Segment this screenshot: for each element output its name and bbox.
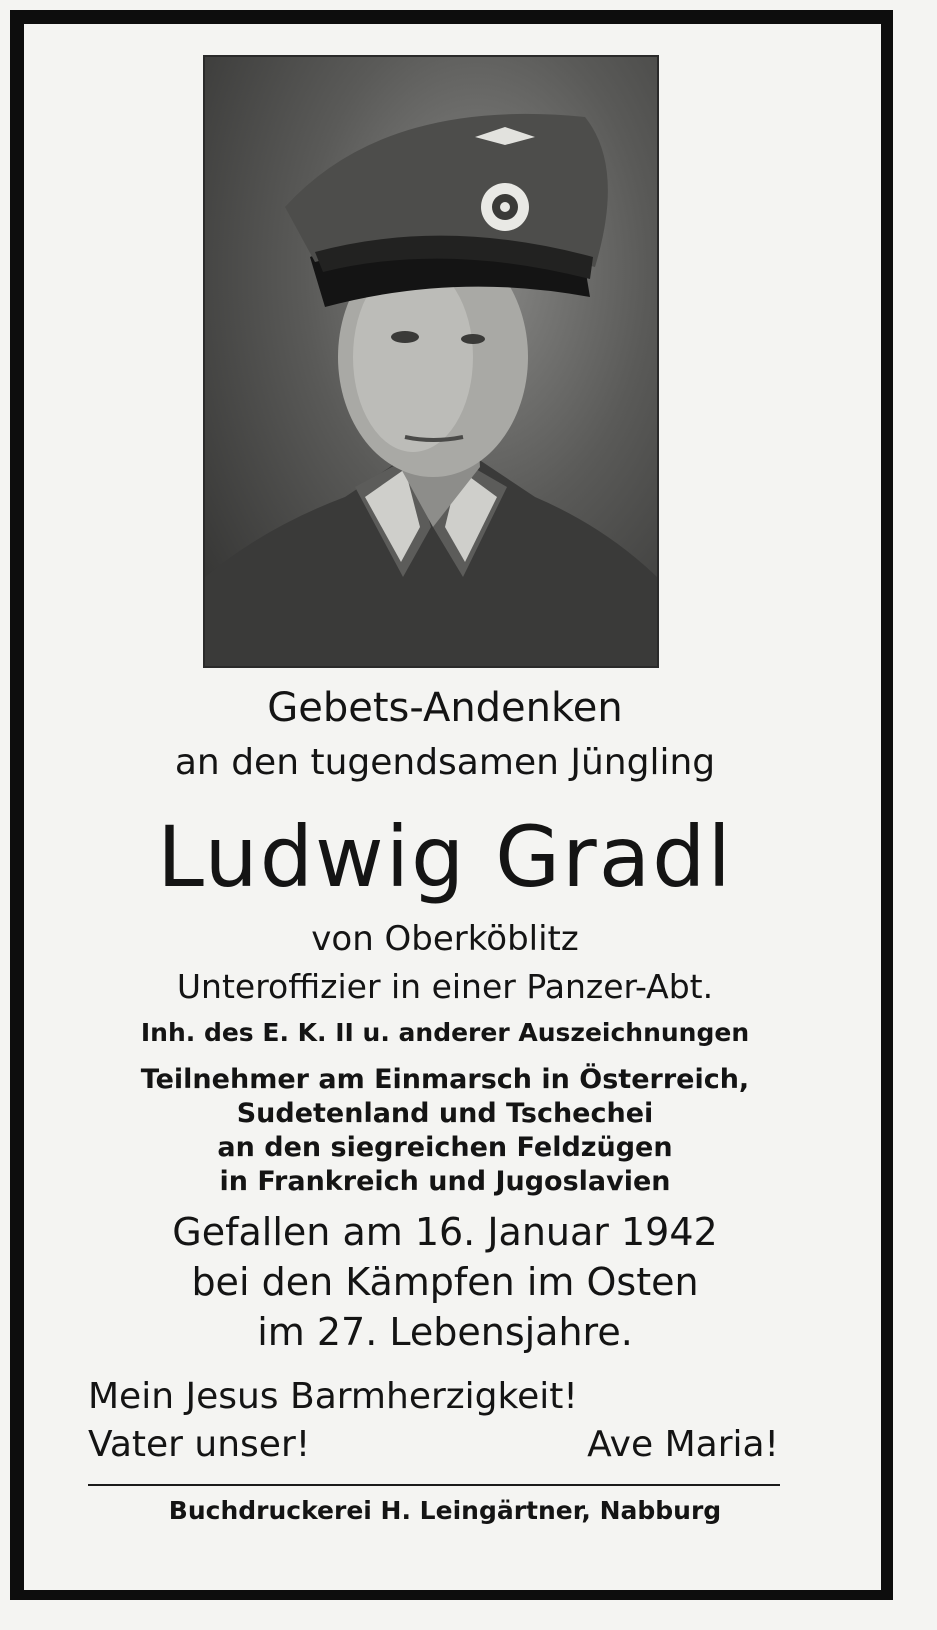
soldier-portrait-photo [203,55,659,668]
participation-line: Sudetenland und Tschechei [236,1098,654,1129]
deceased-name: Ludwig Gradl [157,808,733,906]
death-line: Gefallen am 16. Januar 1942 [172,1210,718,1254]
award-line: Inh. des E. K. II u. anderer Auszeichnungen [140,1018,750,1047]
card-heading: Gebets-Andenken [267,685,623,731]
participation-line: Teilnehmer am Einmarsch in Österreich, [140,1064,750,1095]
printer-credit: Buchdruckerei H. Leingärtner, Nabburg [168,1496,722,1525]
death-line: im 27. Lebensjahre. [257,1310,633,1354]
participation-line: in Frankreich und Jugoslavien [219,1166,671,1197]
origin-line: von Oberköblitz [311,919,579,959]
death-line: bei den Kämpfen im Osten [191,1260,699,1304]
prayer-line: Mein Jesus Barmherzigkeit! [88,1376,578,1417]
prayer-right: Ave Maria! [587,1424,779,1465]
participation-line: an den siegreichen Feldzügen [217,1132,673,1163]
card-subheading: an den tugendsamen Jüngling [174,742,716,783]
portrait-illustration [205,57,657,666]
divider-rule [88,1484,780,1486]
prayer-left: Vater unser! [88,1424,311,1465]
rank-line: Unteroffizier in einer Panzer-Abt. [176,967,714,1006]
